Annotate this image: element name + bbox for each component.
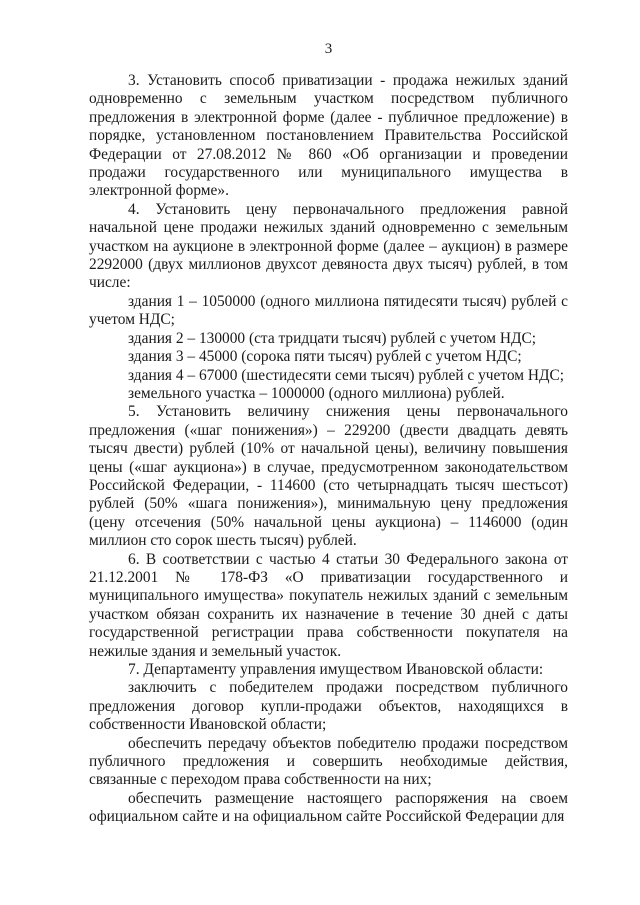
document-body bbox=[89, 72, 568, 827]
paragraph-4-initial-price: 4. Установить цену первоначального предложения равной начальной цене продажи нежилых зданий одновременно с земельным участком на аукционе в электронной форме (далее – аукцион) в размере 2292000 (двух миллионов двухсот девяноста двух тысяч) рублей, в том числе: bbox=[89, 200, 568, 292]
price-item-building-2: здания 2 – 130000 (ста тридцати тысяч) рублей с учетом НДС; bbox=[128, 329, 537, 347]
paragraph-3-privatization-method: 3. Установить способ приватизации - продажа нежилых зданий одновременно с земельным участком посредством публичного предложения в электронной форме (далее - публичное предложение) в порядке, установленном постановлением Правительства Российской Федерации от 27.08.2012 № 860 «Об организации и проведении продажи государственного или муниципального имущества в электронной форме». bbox=[89, 72, 568, 200]
price-item-building-1: здания 1 – 1050000 (одного миллиона пятидесяти тысяч) рублей с учетом НДС; bbox=[89, 292, 568, 329]
page-number: 3 bbox=[324, 41, 333, 57]
task-publish-order: обеспечить размещение настоящего распоряжения на своем официальном сайте и на официальном сайте Российской Федерации для bbox=[89, 789, 568, 826]
price-item-land-plot: земельного участка – 1000000 (одного миллиона) рублей. bbox=[128, 384, 505, 402]
paragraph-5-price-steps: 5. Установить величину снижения цены первоначального предложения («шаг понижения») – 229200 (двести двадцать девять тысяч двести) рублей (10% от начальной цены), величину повышения цены («шаг аукциона») в случае, предусмотренном законодательством Российской Федерации, - 114600 (сто четырнадцать тысяч шестьсот) рублей (50% «шага понижения»), минимальную цену предложения (цену отсечения (50% начальной цены аукциона) – 1146000 (один миллион сто сорок шесть тысяч) рублей. bbox=[89, 403, 568, 550]
task-conclude-contract: заключить с победителем продажи посредством публичного предложения договор купли-продажи объектов, находящихся в собственности Ивановской области; bbox=[89, 679, 568, 734]
price-item-building-4: здания 4 – 67000 (шестидесяти семи тысяч) рублей с учетом НДС; bbox=[128, 366, 565, 384]
task-transfer-objects: обеспечить передачу объектов победителю продажи посредством публичного предложения и совершить необходимые действия, связанные с переходом права собственности на них; bbox=[89, 734, 568, 789]
price-item-building-3: здания 3 – 45000 (сорока пяти тысяч) рублей с учетом НДС; bbox=[128, 348, 522, 366]
paragraph-7-department-heading: 7. Департаменту управления имуществом Ивановской области: bbox=[128, 661, 544, 678]
paragraph-6-buyer-obligation: 6. В соответствии с частью 4 статьи 30 Федерального закона от 21.12.2001 № 178-ФЗ «О приватизации государственного и муниципального имущества» покупатель нежилых зданий с земельным участком обязан сохранить их назначение в течение 30 дней с даты государственной регистрации права собственности покупателя на нежилые здания и земельный участок. bbox=[89, 550, 568, 660]
